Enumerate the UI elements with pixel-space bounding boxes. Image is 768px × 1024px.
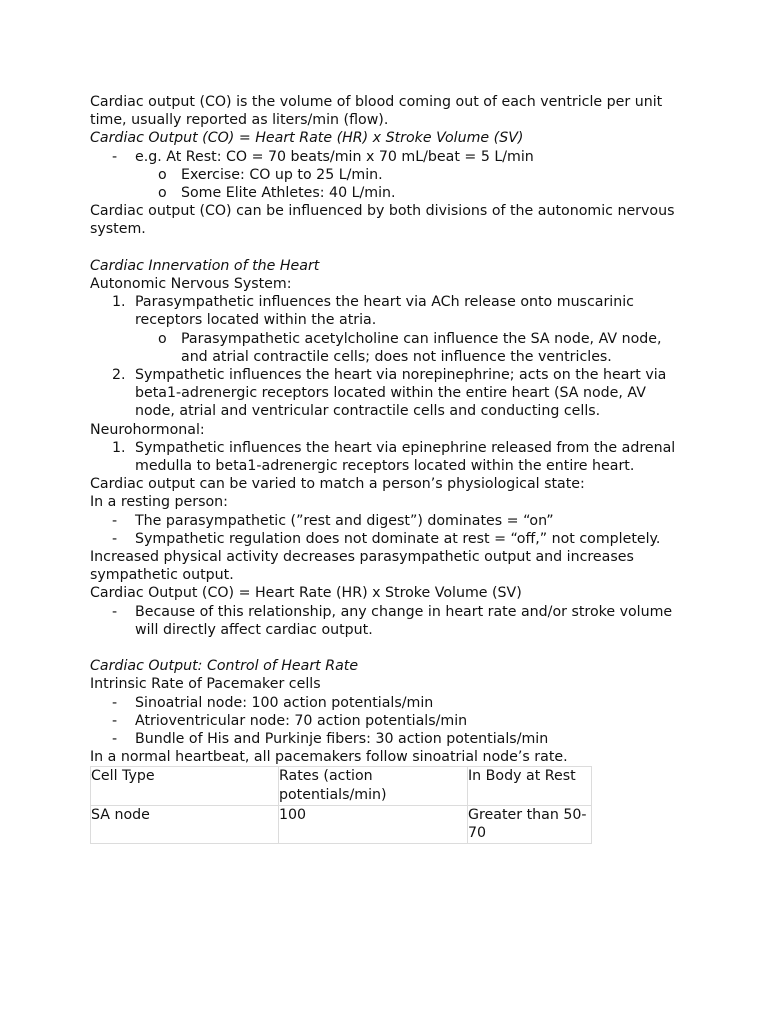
table-header-cell: In Body at Rest (468, 767, 592, 805)
dash-list-item: - Bundle of His and Purkinje fibers: 30 action potentials/min (90, 730, 690, 748)
section-heading: Cardiac Output: Control of Heart Rate (90, 658, 359, 675)
paragraph: Autonomic Nervous System: (90, 276, 292, 293)
paragraph: Cardiac output (CO) is the volume of blood coming out of each ventricle per unit time, usually reported as liters/min (flow). (90, 94, 663, 129)
spacer (90, 239, 690, 257)
numbered-text: Parasympathetic influences the heart via ACh release onto muscarinic receptors located within the atria. (135, 294, 634, 329)
bullet-text: Some Elite Athletes: 40 L/min. (181, 185, 396, 202)
number-marker: 1. (112, 294, 126, 311)
bullet-text: Parasympathetic acetylcholine can influence the SA node, AV node, and atrial contractile cells; does not influence the ventricles. (181, 330, 662, 365)
table-header-cell: Rates (action potentials/min) (279, 767, 468, 805)
dash-list-item: - Atrioventricular node: 70 action potentials/min (90, 712, 690, 730)
formula-line: Cardiac Output (CO) = Heart Rate (HR) x Stroke Volume (SV) (90, 130, 524, 147)
bullet-marker: o (158, 185, 167, 202)
paragraph: Cardiac output can be varied to match a person’s physiological state: (90, 476, 585, 493)
table-header-row (91, 767, 592, 805)
number-marker: 1. (112, 439, 126, 456)
spacer (90, 639, 690, 657)
dash-list-item: - e.g. At Rest: CO = 70 beats/min x 70 mL/beat = 5 L/min (90, 148, 690, 166)
bullet-list-item (90, 330, 690, 366)
paragraph: In a normal heartbeat, all pacemakers follow sinoatrial node’s rate. (90, 749, 568, 766)
numbered-text: Sympathetic influences the heart via epinephrine released from the adrenal medulla to beta1-adrenergic receptors located within the entire heart. (135, 439, 676, 475)
numbered-text: Sympathetic influences the heart via norepinephrine; acts on the heart via beta1-adrenergic receptors located within the entire heart (SA node, AV node, atrial and ventricular contractile cells and conducting cells. (135, 367, 667, 420)
paragraph: Intrinsic Rate of Pacemaker cells (90, 676, 321, 693)
bullet-list-item (90, 166, 690, 184)
table-row (91, 805, 592, 843)
bullet-marker: o (158, 166, 167, 183)
section-heading: Cardiac Innervation of the Heart (90, 257, 320, 274)
dash-list-item: - Sympathetic regulation does not dominate at rest = “off,” not completely. (90, 530, 690, 548)
dash-list-item: - Because of this relationship, any change in heart rate and/or stroke volume will directly affect cardiac output. (90, 603, 690, 639)
bullet-text: Exercise: CO up to 25 L/min. (181, 166, 383, 183)
table-cell: Greater than 50-70 (468, 805, 592, 843)
document-page (90, 93, 690, 844)
pacemaker-table (90, 766, 592, 844)
paragraph: Neurohormonal: (90, 421, 205, 438)
dash-list-item: - The parasympathetic (”rest and digest”) dominates = “on” (90, 512, 690, 530)
paragraph: Cardiac output (CO) can be influenced by both divisions of the autonomic nervous system. (90, 203, 675, 238)
paragraph: Cardiac Output (CO) = Heart Rate (HR) x Stroke Volume (SV) (90, 585, 522, 602)
paragraph: Increased physical activity decreases parasympathetic output and increases sympathetic output. (90, 549, 634, 584)
table-cell: SA node (91, 805, 279, 843)
numbered-list-item (90, 366, 690, 421)
bullet-marker: o (158, 330, 167, 347)
paragraph: In a resting person: (90, 494, 228, 511)
bullet-list-item (90, 184, 690, 202)
dash-list-item: - Sinoatrial node: 100 action potentials/min (90, 694, 690, 712)
table-cell: 100 (279, 805, 468, 843)
table-header-cell: Cell Type (91, 767, 279, 805)
numbered-list-item (90, 439, 690, 475)
numbered-list-item (90, 293, 690, 329)
number-marker: 2. (112, 367, 126, 384)
